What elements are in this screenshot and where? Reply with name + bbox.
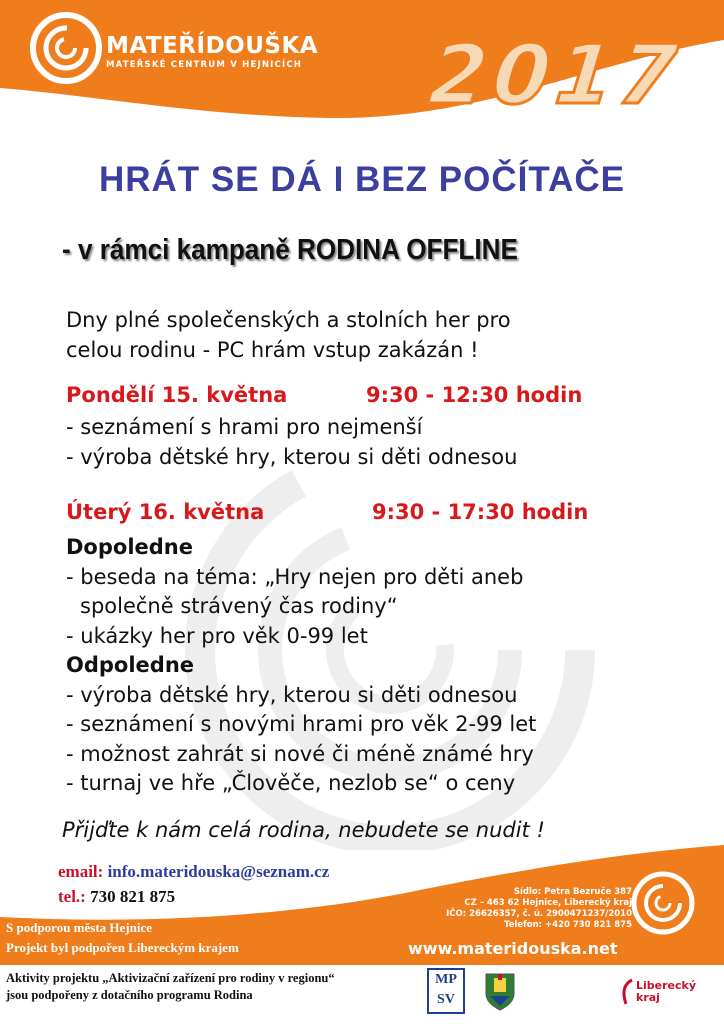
logo-name: MATEŘÍDOUŠKA [106,33,319,59]
monday-day: Pondělí 15. května [66,383,288,407]
header [0,0,724,135]
list-item: - ukázky her pro věk 0-99 let [66,623,368,648]
bottom-note [6,970,335,1004]
address-line: Telefon: +420 730 821 875 [503,920,632,930]
intro-line: celou rodinu - PC hrám vstup zakázán ! [66,338,479,362]
mpsv-logo-line: SV [437,992,455,1007]
list-item: - turnaj ve hře „Člověče, nezlob se“ o ceny [66,771,516,795]
list-item: - výroba dětské hry, kterou si děti odnesou [66,444,518,469]
list-item: společně strávený čas rodiny“ [80,594,398,618]
tel-line [58,887,175,907]
morning-heading: Dopoledne [66,535,193,559]
list-item: - seznámení s hrami pro nejmenší [66,415,423,439]
logo-subtitle: MATEŘSKÉ CENTRUM V HEJNICÍCH [106,60,303,70]
tuesday-list [66,533,536,799]
email-label: email: [58,862,104,881]
afternoon-heading: Odpoledne [66,653,195,677]
campaign-subtitle: - v rámci kampaně RODINA OFFLINE [62,234,518,266]
email-link[interactable]: info.materidouska@seznam.cz [107,862,330,881]
page-title: HRÁT SE DÁ I BEZ POČÍTAČE [98,160,626,199]
bottom-line: jsou podpořeny z dotačního programu Rodina [6,988,253,1002]
list-item: - možnost zahrát si nové či méně známé hry [66,741,534,766]
closing-text: Přijďte k nám celá rodina, nebudete se nudit ! [62,818,545,842]
address-line: CZ – 463 62 Hejnice, Liberecký kraj [464,898,632,908]
hejnice-crest-icon [484,970,516,1012]
mpsv-logo [427,968,465,1014]
monday-heading [66,383,666,407]
email-line [58,862,329,882]
intro-line: Dny plné společenských a stolních her pro [66,308,511,332]
spiral-logo-icon [30,12,102,84]
footer-spiral-logo-icon [630,870,696,936]
tel-label: tel.: [58,887,86,906]
monday-list [66,413,517,472]
mpsv-logo-line: MP [435,972,457,987]
liberecky-kraj-line: Liberecký [636,979,697,992]
liberecky-kraj-line: kraj [636,991,660,1004]
monday-time: 9:30 - 12:30 hodin [366,383,583,407]
support-line-1: S podporou města Hejnice [6,920,153,935]
liberecky-kraj-logo [636,980,696,1004]
tuesday-time: 9:30 - 17:30 hodin [372,500,589,524]
intro-text [66,305,511,365]
bottom-line: Aktivity projektu „Aktivizační zařízení pro rodiny v regionu“ [6,971,335,985]
address-block [446,887,632,931]
liberecky-kraj-logo-icon [620,978,636,1006]
list-item: - výroba dětské hry, kterou si děti odnesou [66,682,518,707]
tel-number: 730 821 875 [90,887,176,906]
support-line-2: Projekt byl podpořen Libereckým krajem [6,940,239,955]
year-label: 2017 [425,28,688,123]
address-line: IČO: 26626357, č. ú. 2900471237/2010 [446,909,632,919]
website-link[interactable]: www.materidouska.net [408,939,618,958]
tuesday-heading [66,500,666,524]
tuesday-day: Úterý 16. května [66,500,265,524]
address-line: Sídlo: Petra Bezruče 387 [513,887,632,897]
list-item: - seznámení s novými hrami pro věk 2-99 let [66,712,537,736]
list-item: - beseda na téma: „Hry nejen pro děti aneb [66,564,524,589]
